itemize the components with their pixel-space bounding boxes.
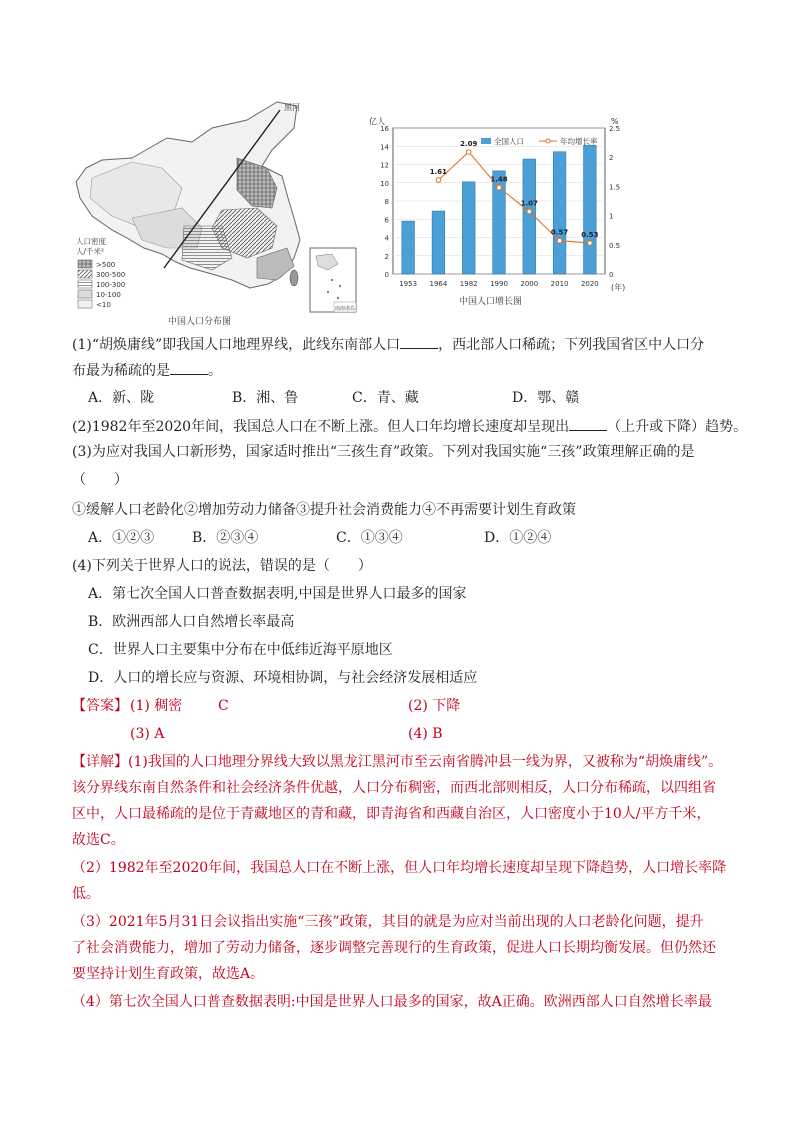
data-label: 0.57 xyxy=(550,228,569,237)
y-left-tick: 8 xyxy=(384,198,389,206)
y-left-tick: 2 xyxy=(384,252,389,261)
answer-4: (4) B xyxy=(408,726,443,742)
q2-text-a: (2)1982年至2020年间，我国总人口在不断上涨。但人口年均增长速度却呈现出 xyxy=(72,419,570,435)
y-right-tick: 0.5 xyxy=(609,241,621,250)
y-left-tick: 10 xyxy=(380,179,389,188)
q2-text-b: （上升或下降）趋势。 xyxy=(607,419,748,435)
y-right-tick: 2 xyxy=(609,154,614,163)
bar-population xyxy=(432,211,445,274)
legend-item: >500 xyxy=(96,261,116,269)
detail-line: （2）1982年至2020年间，我国总人口在不断上涨，但人口年均增长速度却呈现下降趋势，人口增长率降 xyxy=(72,860,727,876)
bar-population xyxy=(550,152,569,274)
bar-population xyxy=(462,182,475,274)
detail-line: 故选C。 xyxy=(72,832,125,848)
q3-statements: ①缓解人口老龄化②增加劳动力储备③提升社会消费能力④不再需要计划生育政策 xyxy=(72,502,576,518)
y-right-tick: 1.5 xyxy=(609,183,621,192)
detail-line: 了社会消费能力，增加了劳动力储备，逐步调整完善现行的生育政策，促进人口长期均衡发展。但仍然还 xyxy=(72,940,716,956)
data-label: 0.53 xyxy=(581,231,599,240)
legend-title-1: 人口密度 xyxy=(76,237,106,246)
x-tick: 2020 xyxy=(580,280,599,288)
growth-rate-point xyxy=(436,178,441,183)
q1-text-c: 布最为稀疏的是 xyxy=(72,363,170,379)
answer-3: (3) A xyxy=(130,726,165,742)
china-map-svg xyxy=(72,98,360,330)
detail-text: (1)我国的人口地理分界线大致以黑龙江黑河市至云南省腾冲县一线为界，又被称为“胡焕庸线”。 xyxy=(128,754,723,770)
y-right-unit: % xyxy=(611,117,619,126)
q1-text-b: ，西北部人口稀疏；下列我国省区中人口分 xyxy=(438,337,705,353)
x-tick: 1990 xyxy=(490,280,508,288)
chart-legend xyxy=(481,136,598,146)
legend-item: 100-300 xyxy=(96,281,126,289)
y-right-tick: 2.5 xyxy=(609,125,621,133)
y-left-tick: 4 xyxy=(384,234,389,243)
x-tick: 1953 xyxy=(399,280,418,288)
legend-item: 10-100 xyxy=(96,291,121,299)
growth-rate-point xyxy=(588,241,593,246)
q1-line2 xyxy=(72,360,222,381)
inset-label: 南海诸岛 xyxy=(335,306,356,312)
y-right-tick: 1 xyxy=(609,212,614,221)
legend-population: 全国人口 xyxy=(494,137,524,146)
detail-line: 区中，人口最稀疏的是位于青藏地区的青和藏，即青海省和西藏自治区，人口密度小于10人/平方千米， xyxy=(72,806,711,822)
legend-item: 300-500 xyxy=(96,271,126,279)
q1-option-a[interactable]: A．新、陇 xyxy=(88,390,155,406)
detail-line: 要坚持计划生育政策，故选A。 xyxy=(72,966,265,982)
data-label: 1.61 xyxy=(429,167,448,176)
q2-blank[interactable] xyxy=(569,416,607,431)
q1-option-b[interactable]: B．湘、鲁 xyxy=(232,390,299,406)
x-tick: 2010 xyxy=(550,280,569,288)
q3-option-a[interactable]: A．①②③ xyxy=(88,530,155,546)
data-label: 2.09 xyxy=(460,139,478,148)
growth-rate-point xyxy=(557,238,562,243)
south-china-sea-inset xyxy=(310,248,356,312)
answer-label: 【答案】 xyxy=(72,698,128,714)
bar-population xyxy=(581,145,599,274)
q1-option-c[interactable]: C．青、藏 xyxy=(352,390,419,406)
q3-option-b[interactable]: B．②③④ xyxy=(192,530,259,546)
q4-option-c[interactable]: C．世界人口主要集中分布在中低纬近海平原地区 xyxy=(88,642,393,658)
q4-option-d[interactable]: D．人口的增长应与资源、环境相协调，与社会经济发展相适应 xyxy=(88,670,478,686)
detail-label: 【详解】 xyxy=(72,754,128,770)
population-distribution-map xyxy=(72,98,360,330)
q3-option-d[interactable]: D．①②④ xyxy=(484,530,552,546)
chart-svg xyxy=(365,112,635,312)
growth-rate-point xyxy=(497,185,502,190)
q4-stem: (4)下列关于世界人口的说法，错误的是（ ） xyxy=(72,558,372,574)
x-tick: 1982 xyxy=(459,280,478,288)
q2-line xyxy=(72,416,747,437)
y-left-tick: 16 xyxy=(380,125,389,133)
x-unit: (年) xyxy=(611,283,626,292)
y-left-tick: 6 xyxy=(384,216,389,225)
map-caption: 中国人口分布图 xyxy=(168,317,232,327)
q3-line1: (3)为应对我国人口新形势，国家适时推出“三孩生育”政策。下列对我国实施“三孩”政策理解正确的是 xyxy=(72,444,695,460)
growth-rate-point xyxy=(527,209,532,214)
city-label: 黑河 xyxy=(284,103,300,112)
q3-option-c[interactable]: C．①③④ xyxy=(336,530,403,546)
chart-title: 中国人口增长图 xyxy=(459,297,523,307)
y-right-tick: 0 xyxy=(609,271,614,279)
population-growth-chart xyxy=(365,112,635,312)
legend-growth-rate: 年均增长率 xyxy=(560,137,598,146)
q1-line1 xyxy=(72,334,704,355)
detail-line: （3）2021年5月31日会议指出实施“三孩”政策，其目的就是为应对当前出现的人口老龄化问题，提升 xyxy=(72,914,704,930)
answer-2: (2) 下降 xyxy=(408,698,461,714)
q1-text-d: 。 xyxy=(208,363,222,379)
q1-blank-1[interactable] xyxy=(400,334,438,349)
data-label: 1.07 xyxy=(520,199,538,208)
y-left-tick: 12 xyxy=(380,161,389,170)
growth-rate-point xyxy=(466,150,471,155)
x-tick: 1964 xyxy=(429,280,448,288)
data-label: 1.48 xyxy=(490,175,508,184)
bar-population xyxy=(402,221,415,274)
detail-line: 低。 xyxy=(72,886,100,902)
legend-title-2: 人/千米² xyxy=(76,247,105,256)
q1-blank-2[interactable] xyxy=(170,360,208,375)
detail-line: 该分界线东南自然条件和社会经济条件优越，人口分布稠密，而西北部则相反，人口分布稀疏，以四组省 xyxy=(72,780,716,796)
legend-item: <10 xyxy=(96,301,111,309)
answer-1-choice: C xyxy=(218,698,229,714)
x-tick: 2000 xyxy=(520,280,539,288)
y-left-tick: 14 xyxy=(380,143,389,152)
detail-line-1 xyxy=(72,752,722,772)
y-left-tick: 0 xyxy=(384,271,389,279)
map-legend xyxy=(78,260,125,309)
q1-option-d[interactable]: D．鄂、赣 xyxy=(512,390,580,406)
q4-option-b[interactable]: B．欧洲西部人口自然增长率最高 xyxy=(88,614,295,630)
q3-line2: （ ） xyxy=(72,472,128,488)
answer-1: (1) 稠密 xyxy=(130,698,183,714)
detail-line: （4）第七次全国人口普查数据表明:中国是世界人口最多的国家，故A正确。欧洲西部人口自然增长率最 xyxy=(72,994,712,1010)
q4-option-a[interactable]: A．第七次全国人口普查数据表明,中国是世界人口最多的国家 xyxy=(88,586,467,602)
q1-text-a: (1)“胡焕庸线”即我国人口地理界线，此线东南部人口 xyxy=(72,337,401,353)
y-left-unit: 亿人 xyxy=(369,117,385,126)
